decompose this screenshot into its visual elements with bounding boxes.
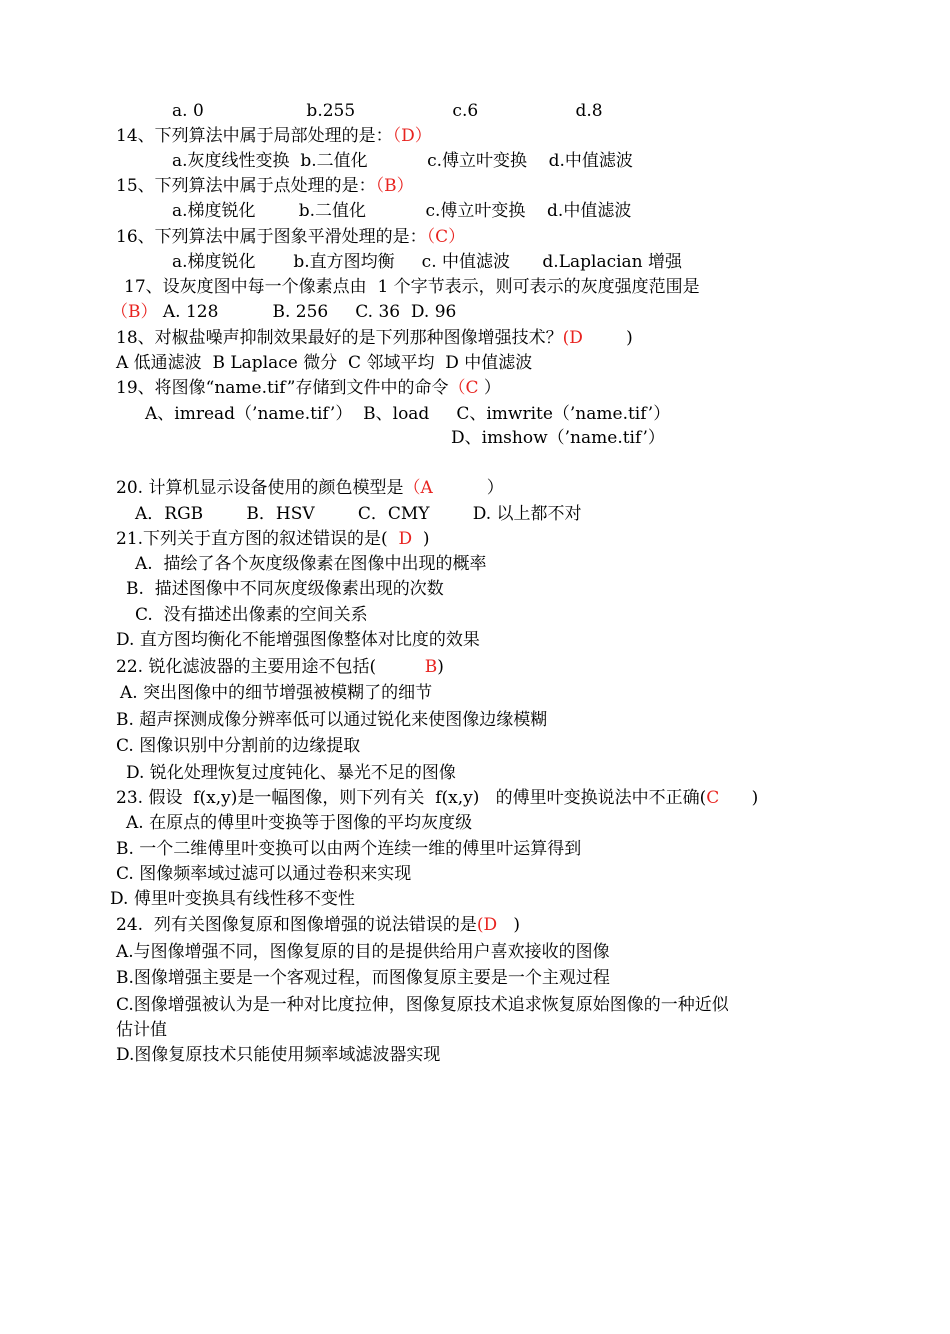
q18-options: A 低通滤波 B Laplace 微分 C 邻域平均 D 中值滤波 (116, 353, 533, 373)
q21-option-c: C. 没有描述出像素的空间关系 (135, 605, 368, 625)
q24-option-c-continued: 估计值 (116, 1020, 167, 1040)
q15-options: a.梯度锐化 b.二值化 c.傅立叶变换 d.中值滤波 (172, 201, 632, 221)
answer-mark: （B） (111, 302, 158, 322)
q22-question: 22. 锐化滤波器的主要用途不包括( B) (116, 657, 444, 677)
q14-question: 14、下列算法中属于局部处理的是：（D） (116, 126, 432, 146)
q23-option-a: A. 在原点的傅里叶变换等于图像的平均灰度级 (126, 813, 473, 833)
answer-mark: B (376, 657, 438, 677)
q19-question: 19、将图像“name.tif”存储到文件中的命令（C ） (116, 378, 501, 398)
answer-mark: (D (562, 328, 583, 348)
q24-question: 24. 列有关图像复原和图像增强的说法错误的是(D ) (116, 915, 520, 935)
q24-option-a: A.与图像增强不同，图像复原的目的是提供给用户喜欢接收的图像 (116, 942, 610, 962)
q23-option-b: B. 一个二维傅里叶变换可以由两个连续一维的傅里叶运算得到 (116, 839, 582, 859)
q24-option-c: C.图像增强被认为是一种对比度拉伸，图像复原技术追求恢复原始图像的一种近似 (116, 995, 729, 1015)
q20-options: A．RGB B．HSV C．CMY D. 以上都不对 (135, 504, 582, 524)
answer-mark: （C） (426, 227, 466, 247)
answer-mark: D (387, 529, 413, 549)
q16-question: 16、下列算法中属于图象平滑处理的是：（C） (116, 227, 466, 247)
q15-question: 15、下列算法中属于点处理的是：（B） (116, 176, 414, 196)
answer-mark: （A (403, 478, 433, 498)
q19-options: A、imread（’name.tif’） B、load C、imwrite（’name.tif’） (145, 404, 671, 424)
q21-option-b: B. 描述图像中不同灰度级像素出现的次数 (126, 579, 444, 599)
q23-question: 23. 假设 f(x,y)是一幅图像，则下列有关 f(x,y) 的傅里叶变换说法中不正确(C ) (116, 788, 759, 808)
q21-option-d: D. 直方图均衡化不能增强图像整体对比度的效果 (116, 630, 480, 650)
answer-mark: (D (476, 915, 498, 935)
answer-mark: （C (448, 378, 479, 398)
q23-option-c: C. 图像频率域过滤可以通过卷积来实现 (116, 864, 412, 884)
q17-question: 17、设灰度图中每一个像素点由 1 个字节表示，则可表示的灰度强度范围是 (124, 277, 700, 297)
q24-option-d: D.图像复原技术只能使用频率域滤波器实现 (116, 1045, 441, 1065)
q22-option-b: B. 超声探测成像分辨率低可以通过锐化来使图像边缘模糊 (116, 710, 548, 730)
q22-option-a: A. 突出图像中的细节增强被模糊了的细节 (120, 683, 433, 703)
q22-option-c: C. 图像识别中分割前的边缘提取 (116, 736, 361, 756)
answer-mark: （D） (392, 126, 432, 146)
q21-question: 21.下列关于直方图的叙述错误的是( D ) (116, 529, 430, 549)
q13-options: a. 0 b.255 c.6 d.8 (172, 101, 603, 121)
q16-options: a.梯度锐化 b.直方图均衡 c. 中值滤波 d.Laplacian 增强 (172, 252, 683, 272)
q17-answer-options: （B） A. 128 B. 256 C. 36 D. 96 (111, 302, 457, 322)
q19-option-d: D、imshow（’name.tif’） (451, 428, 665, 448)
q22-option-d: D. 锐化处理恢复过度钝化、暴光不足的图像 (126, 763, 456, 783)
q14-options: a.灰度线性变换 b.二值化 c.傅立叶变换 d.中值滤波 (172, 151, 633, 171)
answer-mark: （B） (375, 176, 414, 196)
q21-option-a: A. 描绘了各个灰度级像素在图像中出现的概率 (135, 554, 487, 574)
q18-question: 18、对椒盐噪声抑制效果最好的是下列那种图像增强技术？(D ) (116, 328, 633, 348)
q23-option-d: D. 傅里叶变换具有线性移不变性 (110, 889, 355, 909)
q24-option-b: B.图像增强主要是一个客观过程，而图像复原主要是一个主观过程 (116, 968, 610, 988)
q20-question: 20. 计算机显示设备使用的颜色模型是（A ） (116, 478, 504, 498)
answer-mark: C (706, 788, 720, 808)
